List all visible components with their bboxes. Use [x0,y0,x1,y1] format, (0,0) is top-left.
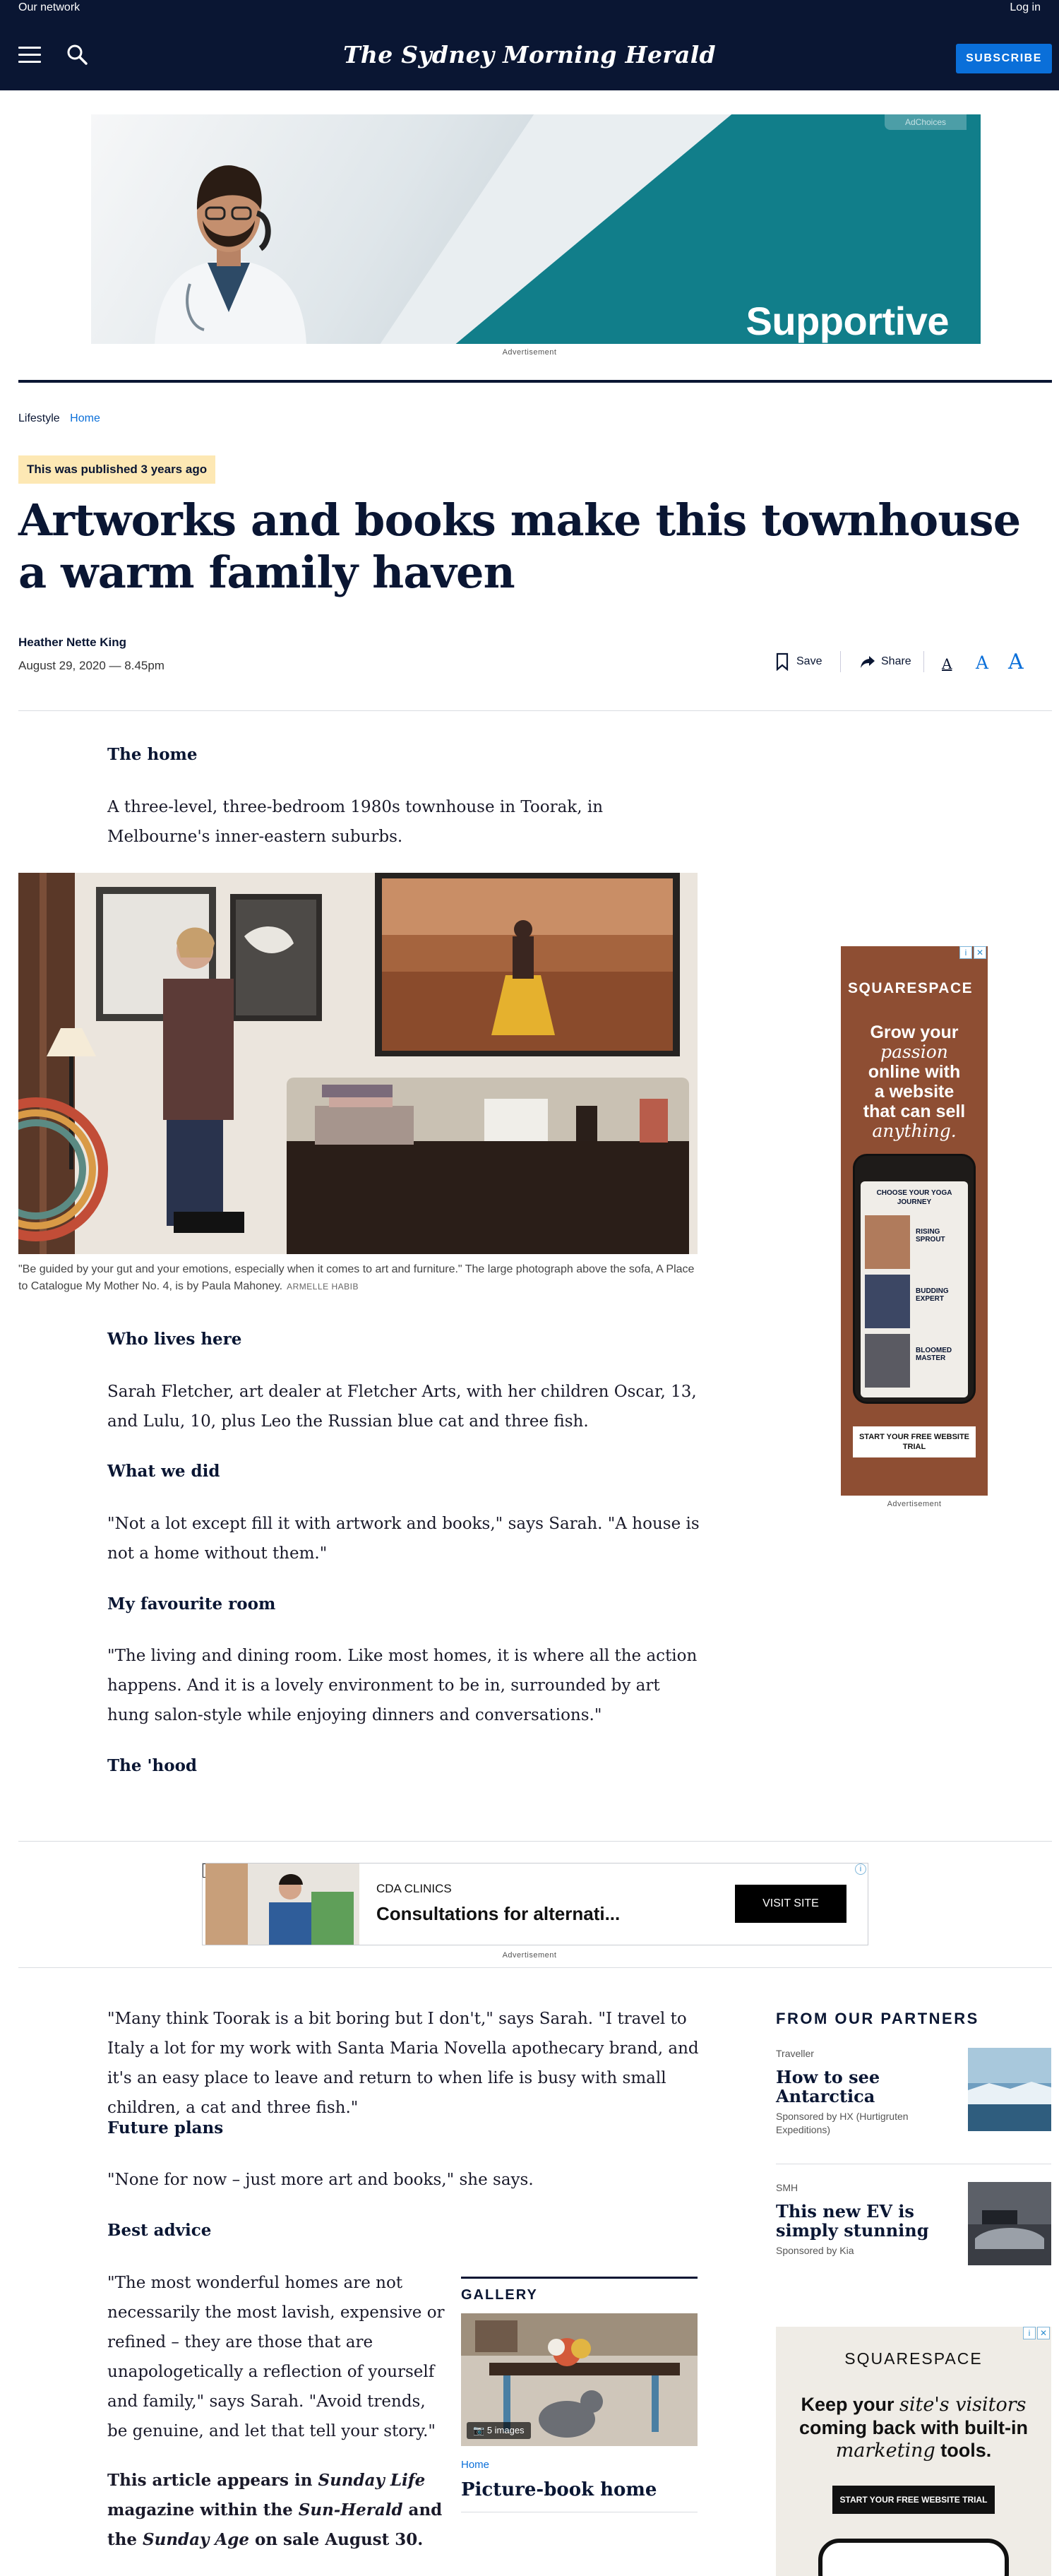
gallery-count-text: 5 images [486,2425,525,2435]
paragraph-who: Sarah Fletcher, art dealer at Fletcher Arts, with her children Oscar, 13, and Lulu, 10, plus Leo the Russian blue cat and three fish. [107,1383,697,1431]
phone-title: CHOOSE YOUR YOGA JOURNEY [876,1189,952,1206]
breadcrumb [18,412,100,425]
phone-mockup [818,2539,1009,2576]
header-divider [18,380,1052,383]
mid-ad-title: Consultations for alternati... [376,1903,621,1924]
partner-item[interactable] [776,2182,1051,2258]
side-ad-line: Grow your [870,1022,959,1042]
published-badge: This was published 3 years ago [18,455,215,484]
font-size-small[interactable]: A [942,655,952,672]
photo-caption [18,1261,698,1295]
partners-title: FROM OUR PARTNERS [776,2010,979,2027]
ad-choice-controls[interactable] [959,946,988,959]
outro-sun-herald: Sun-Herald [298,2500,403,2520]
top-ad-headline: Supportive [746,299,949,343]
ad-divider-top [18,1841,1052,1842]
font-size-medium[interactable]: A [976,652,989,673]
squarespace-side-ad-2[interactable] [776,2327,1051,2576]
paragraph-advice: "The most wonderful homes are not necessarily the most lavish, expensive or refined – they are those that are unapologetically a reflection of yourself and family," says Sarah. "Avoid trends, be genuine, and let that tell your story." [107,2274,445,2440]
antarctica-thumbnail[interactable] [968,2048,1051,2131]
network-bar [0,0,1059,17]
partner-sponsor: Sponsored by Kia [776,2245,854,2256]
gallery-widget[interactable] [461,2277,698,2512]
ad-label: Advertisement [502,348,557,357]
font-size-large[interactable]: A [1008,650,1024,674]
article-headline: Artworks and books make this townhouse a warm family haven [18,494,1021,598]
side-ad-line: a website [874,1082,955,1102]
caption-credit: ARMELLE HABIB [287,1282,359,1292]
top-banner-ad[interactable] [91,114,981,344]
section-title-advice: Best advice [107,2221,212,2240]
outro-sunday-age: Sunday Age [143,2530,249,2549]
paragraph-home: A three-level, three-bedroom 1980s townhouse in Toorak, in Melbourne's inner-eastern suburbs. [107,798,604,846]
outro-text: on sale August 30. [249,2530,424,2549]
partner-title[interactable]: How to see Antarctica [776,2067,880,2106]
gallery-count [467,2422,531,2439]
share-label: Share [881,655,911,667]
side-ad2-text: Keep your [801,2394,900,2415]
side-ad2-em: marketing [835,2440,935,2462]
article-tools [775,650,1036,678]
share-icon [860,655,875,669]
publish-date: August 29, 2020 — 8.45pm [18,659,164,672]
gallery-image[interactable] [461,2313,698,2446]
save-label: Save [796,655,822,667]
yoga-option-2: BUDDING EXPERT [916,1287,949,1303]
paragraph-outro [107,2466,446,2555]
living-room-image [18,873,698,1254]
outro-magazine: Sunday Life [318,2471,426,2490]
side-ad-line: anything. [872,1121,957,1141]
gallery-section[interactable]: Home [461,2459,490,2471]
byline-divider [18,710,1052,711]
gallery-headline[interactable]: Picture-book home [461,2479,657,2500]
side-ad2-em: site's visitors [899,2394,1027,2416]
paragraph-room: "The living and dining room. Like most homes, it is where all the action happens. And it is a lovely environment to be in, surrounded by art hung salon-style while enjoying dinners and conversations." [107,1647,698,1724]
outro-text: and the [107,2500,443,2549]
section-title-room: My favourite room [107,1594,276,1614]
yoga-option-1: RISING SPROUT [916,1228,945,1244]
main-article-photo[interactable] [18,873,698,1254]
side-ad-line: that can sell [863,1102,966,1121]
partner-sponsor: Sponsored by HX (Hurtigruten Expeditions) [776,2111,909,2135]
side-ad-cta[interactable]: START YOUR FREE WEBSITE TRIAL [853,1426,976,1457]
caption-text: "Be guided by your gut and your emotions, especially when it comes to art and furniture." The large photograph above the sofa, A Place to Catalogue My Mother No. 4, is by Paula Mahoney. [18,1263,695,1292]
side-ad-line: passion [880,1042,948,1062]
side-ad-line: online with [868,1062,961,1082]
ad-label: Advertisement [887,1500,942,1508]
squarespace-side-ad[interactable] [841,946,988,1496]
ad-close-icon[interactable]: ✕ [974,946,986,959]
outro-text: This article appears in [107,2471,318,2490]
ad-choice-controls[interactable] [1023,2327,1051,2339]
paragraph-did: "Not a lot except fill it with artwork and books," says Sarah. "A house is not a home without them." [107,1515,700,1563]
camera-icon: 📷 [473,2425,485,2435]
login-link[interactable]: Log in [1010,1,1041,13]
ad-label: Advertisement [502,1951,557,1960]
ad-info-icon[interactable]: i [959,946,972,959]
side-ad2-text: tools. [935,2440,992,2461]
subscribe-button[interactable]: SUBSCRIBE [956,44,1052,73]
section-title-future: Future plans [107,2118,224,2137]
clinic-photo [205,1864,359,1945]
share-button[interactable] [860,650,911,674]
partner-item[interactable] [776,2048,1051,2137]
side-ad-brand: SQUARESPACE [848,980,974,996]
side-ad2-cta[interactable]: START YOUR FREE WEBSITE TRIAL [832,2486,995,2514]
site-logo[interactable]: The Sydney Morning Herald [343,41,716,68]
save-button[interactable] [775,650,822,674]
section-title-hood: The 'hood [107,1756,198,1775]
side-ad2-brand: SQUARESPACE [844,2349,983,2368]
paragraph-hood: "Many think Toorak is a bit boring but I don't," says Sarah. "I travel to Italy a lot for my work with Santa Maria Novella apothecary brand, and it's an easy place to leave and return to when life is busy with small children, a cat and three fish." [107,2010,699,2117]
outro-text: magazine within the [107,2500,299,2520]
breadcrumb-section[interactable]: Lifestyle [18,412,60,424]
paragraph-future: "None for now – just more art and books," she says. [107,2171,534,2189]
ad-close-icon[interactable]: ✕ [1037,2327,1050,2339]
author-name[interactable]: Heather Nette King [18,636,127,649]
visit-site-button[interactable]: VISIT SITE [735,1885,846,1923]
adchoices-tag[interactable]: AdChoices [885,114,967,130]
our-network-link[interactable]: Our network [18,1,80,13]
ad-divider-bottom [18,1967,1052,1968]
partner-source: SMH [776,2182,798,2193]
side-ad2-headline [776,2393,1051,2462]
section-title-home: The home [107,745,198,764]
bookmark-icon [775,652,789,671]
section-title-did: What we did [107,1462,220,1481]
gallery-title: GALLERY [461,2287,538,2303]
yoga-option-3: BLOOMED MASTER [916,1347,952,1362]
doctor-illustration [140,143,317,344]
ev-thumbnail[interactable] [968,2182,1051,2265]
cda-clinics-ad[interactable] [202,1863,868,1945]
breadcrumb-subsection[interactable]: Home [70,412,100,424]
section-title-who: Who lives here [107,1330,242,1349]
partner-title[interactable]: This new EV is simply stunning [776,2201,929,2241]
phone-mockup [853,1154,976,1404]
masthead [0,17,1059,90]
mid-ad-brand: CDA CLINICS [376,1882,452,1895]
ad-info-icon[interactable]: i [855,1864,866,1875]
side-ad2-text: coming back with built-in [799,2417,1028,2438]
partner-source: Traveller [776,2048,814,2059]
ad-info-icon[interactable]: i [1023,2327,1036,2339]
